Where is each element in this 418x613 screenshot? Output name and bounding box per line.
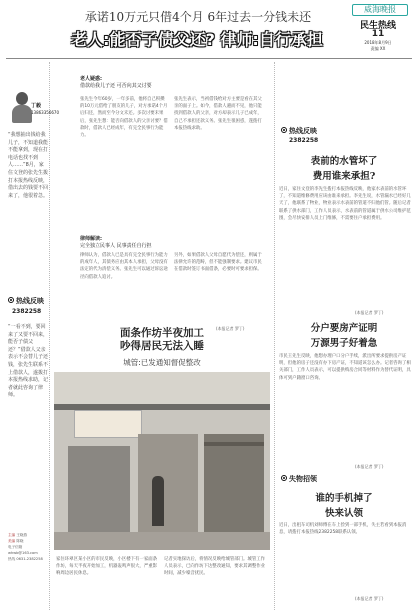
lead-body-c: 律师认为，借款人已是具有完全民事行为能力的成年人，其债务应由其本人承担，父母没有法定的代为清偿义务。张先生可以通过诉讼途径向借款人追讨。 (80, 253, 168, 280)
water-pipe-body: 近日，家住文登的李先生拨打本报热线反映，他家水表前的水管坏了，不知道维修费用应该由谁来承担。李先生说，水管漏水已经好几天了，他联系了物业，物业表示水表前的管道不归他们管。随后记者联系了供水部门，工作人员表示，水表前的管道属于供水公司维护范围，会尽快安排人员上门维修，不需要住户承担费用。 (279, 187, 411, 221)
noodle-subhead: 城管:已发通知督促整改 (123, 358, 201, 367)
noodle-body-b: 记者实地探访后，将情况反映给城管部门。城管工作人员表示，已向作坊下达整改通知，要求其调整作业时间，减少噪音扰民。 (164, 557, 265, 577)
lead-subhead-1: 老人疑惑: 借款给我儿子还 可否向其父讨要 (80, 76, 152, 89)
phone-byline: (本报记者 罗丁) (355, 596, 384, 601)
left-hotline-title: 热线反映 (8, 296, 50, 306)
columnist-phone: 13863356670 (31, 110, 59, 115)
lead-body-d: 另外，如果借款人父母自愿代为偿还，则属于法律允许的范畴，但不能强制要求。建议市民在借款时签订书面借条，必要时可要求担保。 (174, 253, 262, 273)
water-pipe-byline: (本报记者 罗丁) (355, 310, 384, 315)
newspaper-logo (352, 4, 408, 16)
property-headline-2: 万源男子好着急 (310, 338, 378, 349)
right-hotline-number: 2382258 (289, 137, 319, 144)
lead-headline: 老人:能否子债父还? 律师:自行承担 (71, 30, 323, 49)
property-byline: (本报记者 罗丁) (355, 464, 384, 469)
right-column (274, 62, 412, 610)
bullet-icon (281, 127, 287, 133)
lead-kicker: 承诺10万元只借4个月 6年过去一分钱未还 (84, 10, 312, 24)
phone-headline-2: 快来认领 (324, 508, 363, 519)
lead-body-b: 张先生表示，当初借钱给对方主要是看在其父亲的面子上。如今，借款人避而不见，他只能找到借款人的父亲，对方却表示儿子已成年，自己不承担还款义务。张先生很困惑，遂拨打本报热线求助。 (174, 97, 262, 131)
water-pipe-headline-1: 表前的水管坏了 (310, 156, 378, 167)
left-hotline-number: 2382258 (12, 308, 42, 315)
phone-body: 近日，出租车司机刘师傅在车上捡到一部手机，失主若看到本报消息，请拨打本报热线2382258联系认领。 (279, 523, 407, 536)
lead-byline: (本报记者 罗丁) (216, 326, 245, 331)
columnist-text: “我想抽出钱给我儿子，不知道我能不能拿到，现在打电话也找不到人……”8月，家住文登的张先生拨打本报热线反映，借出去的钱要不回来了，他很着急。 (8, 132, 49, 199)
water-pipe-headline-2: 费用谁来承担? (312, 171, 376, 182)
lead-subhead-2: 律师解读: 完全独立民事人 民事责任自行担 (80, 236, 152, 249)
issue-date: 2018年8月9日 (364, 40, 392, 45)
noodle-body-a: 家住环翠区某小区的市民反映，小区楼下有一家面条作坊，每天半夜开始加工，机器轰鸣声很大，严重影响周边居民休息。 (56, 557, 157, 577)
header-rule (6, 58, 412, 59)
page-number: 11 (371, 29, 385, 39)
bullet-icon (281, 475, 287, 481)
logo-text: 威海晚报 (364, 5, 396, 14)
section-title: 民生热线 (359, 21, 396, 31)
columnist-name: 丁毅 (31, 103, 42, 109)
property-headline-1: 分户要房产证明 (310, 323, 378, 334)
noodle-headline: 面条作坊半夜加工 吵得居民无法入睡 (120, 327, 204, 352)
columnist-text-2: “一看不到，要回来了又要不回来，能否子债父还？”借款人父亲表示不会替儿子还钱，张先生联系不上借款人，遂拨打本报热线求助，记者就此咨询了律师。 (8, 324, 49, 399)
lost-found-title: 失物招领 (281, 474, 317, 484)
page-editor: 责编 XX (370, 46, 386, 51)
right-hotline-title: 热线反映 (281, 126, 317, 136)
masthead-footer: 主编 王晓燕 美编 陈晓 电子信箱 whwb@163.com 热线 0631-2382258 (8, 533, 43, 561)
left-column (6, 62, 59, 610)
street-photo (54, 372, 270, 550)
property-body: 市民王先生反映，他想办理户口分户手续，派出所要求提供房产证明，但他的房子还没有办下房产证，不知道该怎么办。记者咨询了相关部门，工作人员表示，可以提供购房合同等材料作为替代证明，具体可到户籍窗口咨询。 (279, 354, 411, 381)
lead-body-a: 张先生今年60岁，一年多前，他将自己积攒的10万元借给了朋友的儿子，对方承诺4个月后归还，然而至今分文未还。多次讨要未果后，张先生想：能否向借款人的父亲讨要？借款时，借款人已经成年，有完全民事行为能力。 (80, 97, 168, 139)
middle-column (54, 62, 270, 610)
phone-headline-1: 谁的手机掉了 (315, 493, 373, 504)
bullet-icon (8, 297, 14, 303)
